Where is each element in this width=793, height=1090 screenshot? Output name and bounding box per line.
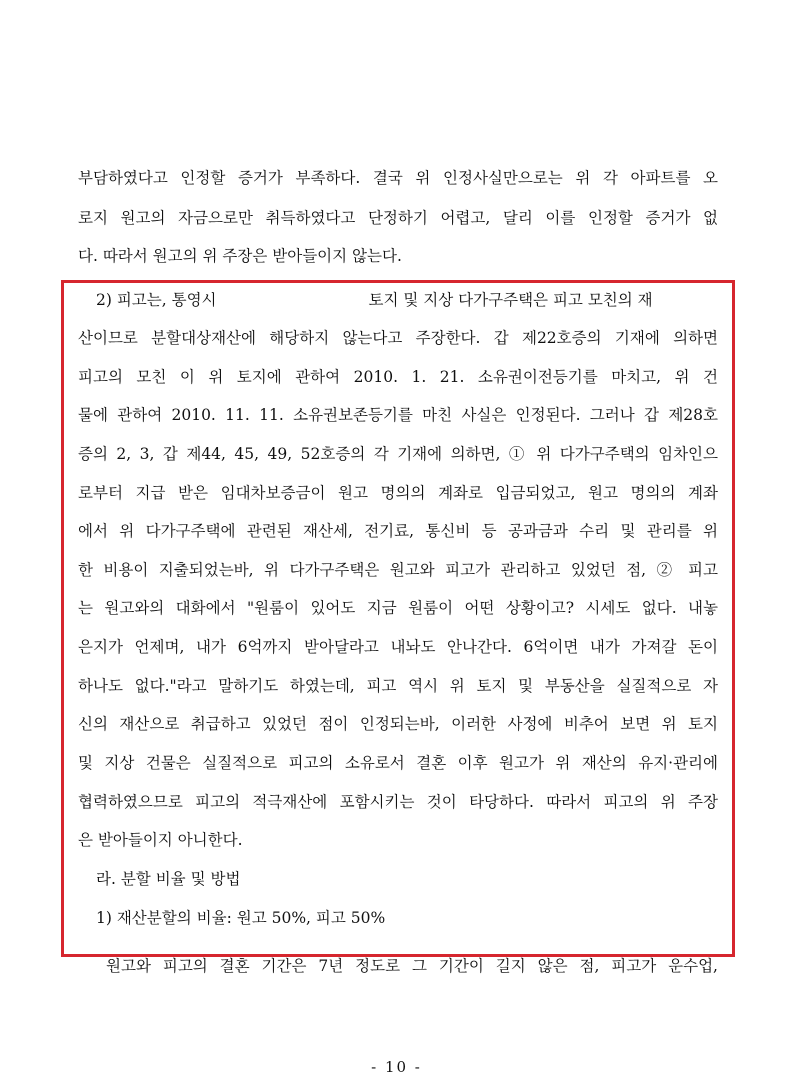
item-2-continuation: 토지 및 지상 다가구주택은 피고 모친의 재 xyxy=(368,291,653,309)
text-line: 로지 원고의 자금으로만 취득하였다고 단정하기 어렵고, 달리 이를 인정할 증거가 없 xyxy=(78,209,718,227)
page-number: - 10 - xyxy=(371,1058,422,1076)
text-line: 은지가 언제며, 내가 6억까지 받아달라고 내놔도 안나간다. 6억이면 내가 가져갈 돈이 xyxy=(78,638,718,656)
text-line: 및 지상 건물은 실질적으로 피고의 소유로서 결혼 이후 원고가 위 재산의 유지·관리에 xyxy=(78,754,718,772)
item-2-lead: 2) 피고는, 통영시 xyxy=(96,291,217,309)
text-line: 신의 재산으로 취급하고 있었던 점이 인정되는바, 이러한 사정에 비추어 보면 위 토지 xyxy=(78,715,718,733)
text-line: 하나도 없다."라고 말하기도 하였는데, 피고 역시 위 토지 및 부동산을 실질적으로 자 xyxy=(78,677,718,695)
section-heading: 라. 분할 비율 및 방법 xyxy=(96,870,241,888)
text-line: 부담하였다고 인정할 증거가 부족하다. 결국 위 인정사실만으로는 위 각 아파트를 오 xyxy=(78,169,718,187)
text-line: 산이므로 분할대상재산에 해당하지 않는다고 주장한다. 갑 제22호증의 기재에 의하면 xyxy=(78,329,718,347)
text-line: 는 원고와의 대화에서 "원룸이 있어도 지금 원룸이 어떤 상황이고? 시세도 없다. 내놓 xyxy=(78,599,718,617)
item-2-first-line xyxy=(96,290,718,310)
text-line: 물에 관하여 2010. 11. 11. 소유권보존등기를 마친 사실은 인정된다. 그러나 갑 제28호 xyxy=(78,406,718,424)
text-line: 다. 따라서 원고의 위 주장은 받아들이지 않는다. xyxy=(78,247,402,265)
text-line: 로부터 지급 받은 임대차보증금이 원고 명의의 계좌로 입금되었고, 원고 명의의 계좌 xyxy=(78,484,718,502)
text-line: 한 비용이 지출되었는바, 위 다가구주택은 원고와 피고가 관리하고 있었던 점, ② 피고 xyxy=(78,561,718,579)
text-line: 에서 위 다가구주택에 관련된 재산세, 전기료, 통신비 등 공과금과 수리 및 관리를 위 xyxy=(78,522,718,540)
text-line: 은 받아들이지 아니한다. xyxy=(78,831,243,849)
sub-heading: 1) 재산분할의 비율: 원고 50%, 피고 50% xyxy=(96,909,386,927)
text-line: 원고와 피고의 결혼 기간은 7년 정도로 그 기간이 길지 않은 점, 피고가 운수업, xyxy=(106,957,718,975)
text-line: 피고의 모친 이 위 토지에 관하여 2010. 1. 21. 소유권이전등기를 마치고, 위 건 xyxy=(78,368,718,386)
text-line: 증의 2, 3, 갑 제44, 45, 49, 52호증의 각 기재에 의하면, ① 위 다가구주택의 임차인으 xyxy=(78,445,718,463)
text-line: 협력하였으므로 피고의 적극재산에 포함시키는 것이 타당하다. 따라서 피고의 위 주장 xyxy=(78,793,718,811)
